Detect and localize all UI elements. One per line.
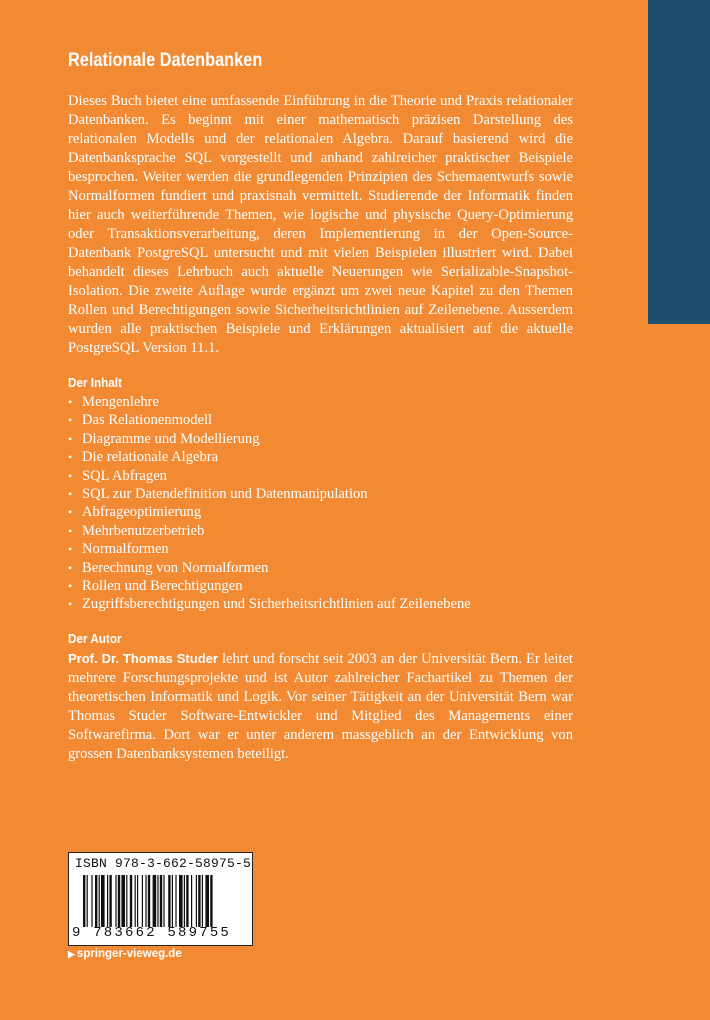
publisher-url: springer-vieweg.de <box>76 948 182 960</box>
bullet-icon: • <box>68 597 73 612</box>
barcode-bar <box>205 875 209 927</box>
author-name: Prof. Dr. Thomas Studer <box>68 650 218 666</box>
list-item: • Diagramme und Modellierung <box>68 430 260 447</box>
barcode-bar <box>163 875 164 927</box>
contents-list <box>68 393 573 614</box>
barcode-bar <box>83 875 85 927</box>
author-bio-text: lehrt und forscht seit 2003 an der Universität Bern. Er leitet mehrere Forschungsprojekte und ist Autor zahlreicher Fachartikel zu Themen der theoretischen Informatik und Logik. Vor seiner Tätigkeit an der Universität Bern war Thomas Studer Software-Entwickler und Mitglied des Managements einer Softwarefirma. Dort war er unter anderem massgeblich an der Entwicklung von grossen Datenbanksystemen beteiligt. <box>68 650 573 762</box>
barcode-bar <box>160 875 162 927</box>
bullet-icon: • <box>68 560 73 575</box>
barcode-bar <box>87 875 88 927</box>
barcode-bar <box>157 875 158 927</box>
list-item: • Das Relationenmodell <box>68 412 213 429</box>
bullet-icon: • <box>68 431 73 446</box>
barcode-bar <box>168 875 170 927</box>
barcode-bar <box>179 875 183 927</box>
bullet-icon: • <box>68 487 73 502</box>
barcode-bars <box>83 875 245 927</box>
list-item: • Mehrbenutzerbetrieb <box>68 522 205 539</box>
barcode-bar <box>198 875 200 927</box>
barcode-bar <box>142 875 143 927</box>
barcode-bar <box>135 875 136 927</box>
author-heading: Der Autor <box>68 630 122 646</box>
barcode-bar <box>191 875 192 927</box>
barcode-bar <box>107 875 108 927</box>
bullet-icon: • <box>68 468 73 483</box>
list-item: • Normalformen <box>68 541 169 558</box>
barcode-bar <box>115 875 116 927</box>
publisher-link[interactable] <box>68 948 182 960</box>
barcode-digits: 9 783662 589755 <box>72 925 232 941</box>
list-item: • SQL Abfragen <box>68 467 167 484</box>
contents-heading: Der Inhalt <box>68 375 122 390</box>
barcode-bar <box>99 875 100 927</box>
list-item: • Berechnung von Normalformen <box>68 559 269 576</box>
barcode-bar <box>186 875 188 927</box>
barcode-bar <box>196 875 197 927</box>
arrow-right-icon: ▶ <box>68 949 75 959</box>
bullet-icon: • <box>68 450 73 465</box>
isbn-number: ISBN 978-3-662-58975-5 <box>75 856 252 871</box>
bullet-icon: • <box>68 542 73 557</box>
list-item: • Die relationale Algebra <box>68 449 219 466</box>
barcode-bar <box>184 875 185 927</box>
list-item: • Abfrageoptimierung <box>68 504 202 521</box>
author-bio <box>68 649 573 764</box>
barcode-bar <box>130 875 132 927</box>
bullet-icon: • <box>68 579 73 594</box>
bullet-icon: • <box>68 395 73 409</box>
list-item: • Rollen und Berechtigungen <box>68 578 243 595</box>
barcode-bar <box>175 875 176 927</box>
bullet-icon: • <box>68 505 73 520</box>
barcode-bar <box>109 875 111 927</box>
book-title: Relationale Datenbanken <box>68 50 263 71</box>
barcode-bar <box>95 875 97 927</box>
book-description: Dieses Buch bietet eine umfassende Einführung in die Theorie und Praxis relationaler Datenbanken. Es beginnt mit einer mathematisch präzisen Darstellung des relationalen Modells und der relationalen Algebra. Darauf basierend wird die Datenbanksprache SQL vorgestellt und anhand zahlreicher praktischer Beispiele besprochen. Weiter werden die grundlegenden Prinzipien des Schemaentwurfs sowie Normalformen fundiert und praxisnah vermittelt. Studierende der Informatik finden hier auch weiterführende Themen, wie logische und physische Query-Optimierung oder Transaktionsverarbeitung, deren Implementierung in der Open-Source-Datenbank PostgreSQL untersucht und mit vielen Beispielen illustriert wird. Dabei behandelt dieses Lehrbuch auch aktuelle Neuerungen wie Serializable-Snapshot-Isolation. Die zweite Auflage wurde ergänzt um zwei neue Kapitel zu den Themen Rollen und Berechtigungen sowie Sicherheitsrichtlinien auf Zeilenebene. Ausserdem wurden alle praktischen Beispiele und Erklärungen aktualisiert auf die aktuelle PostgreSQL Version 11.1. <box>68 93 573 356</box>
barcode-bar <box>101 875 105 927</box>
barcode-bar <box>210 875 212 927</box>
bullet-icon: • <box>68 413 73 428</box>
list-item: • Zugriffsberechtigungen und Sicherheitsrichtlinien auf Zeilenebene <box>68 596 471 613</box>
barcode-bar <box>145 875 146 927</box>
barcode-bar <box>126 875 127 927</box>
barcode-bar <box>172 875 173 927</box>
barcode-bar <box>91 875 92 927</box>
barcode-bar <box>153 875 157 927</box>
list-item: • Mengenlehre <box>68 394 159 410</box>
barcode-bar <box>118 875 120 927</box>
bullet-icon: • <box>68 523 73 538</box>
barcode-bar <box>121 875 125 927</box>
barcode-bar <box>137 875 138 927</box>
blue-accent-band <box>648 0 710 324</box>
list-item: • SQL zur Datendefinition und Datenmanipulation <box>68 486 368 503</box>
barcode-bar <box>202 875 203 927</box>
isbn-barcode <box>68 852 253 946</box>
barcode-bar <box>148 875 150 927</box>
back-cover-content <box>68 50 573 764</box>
